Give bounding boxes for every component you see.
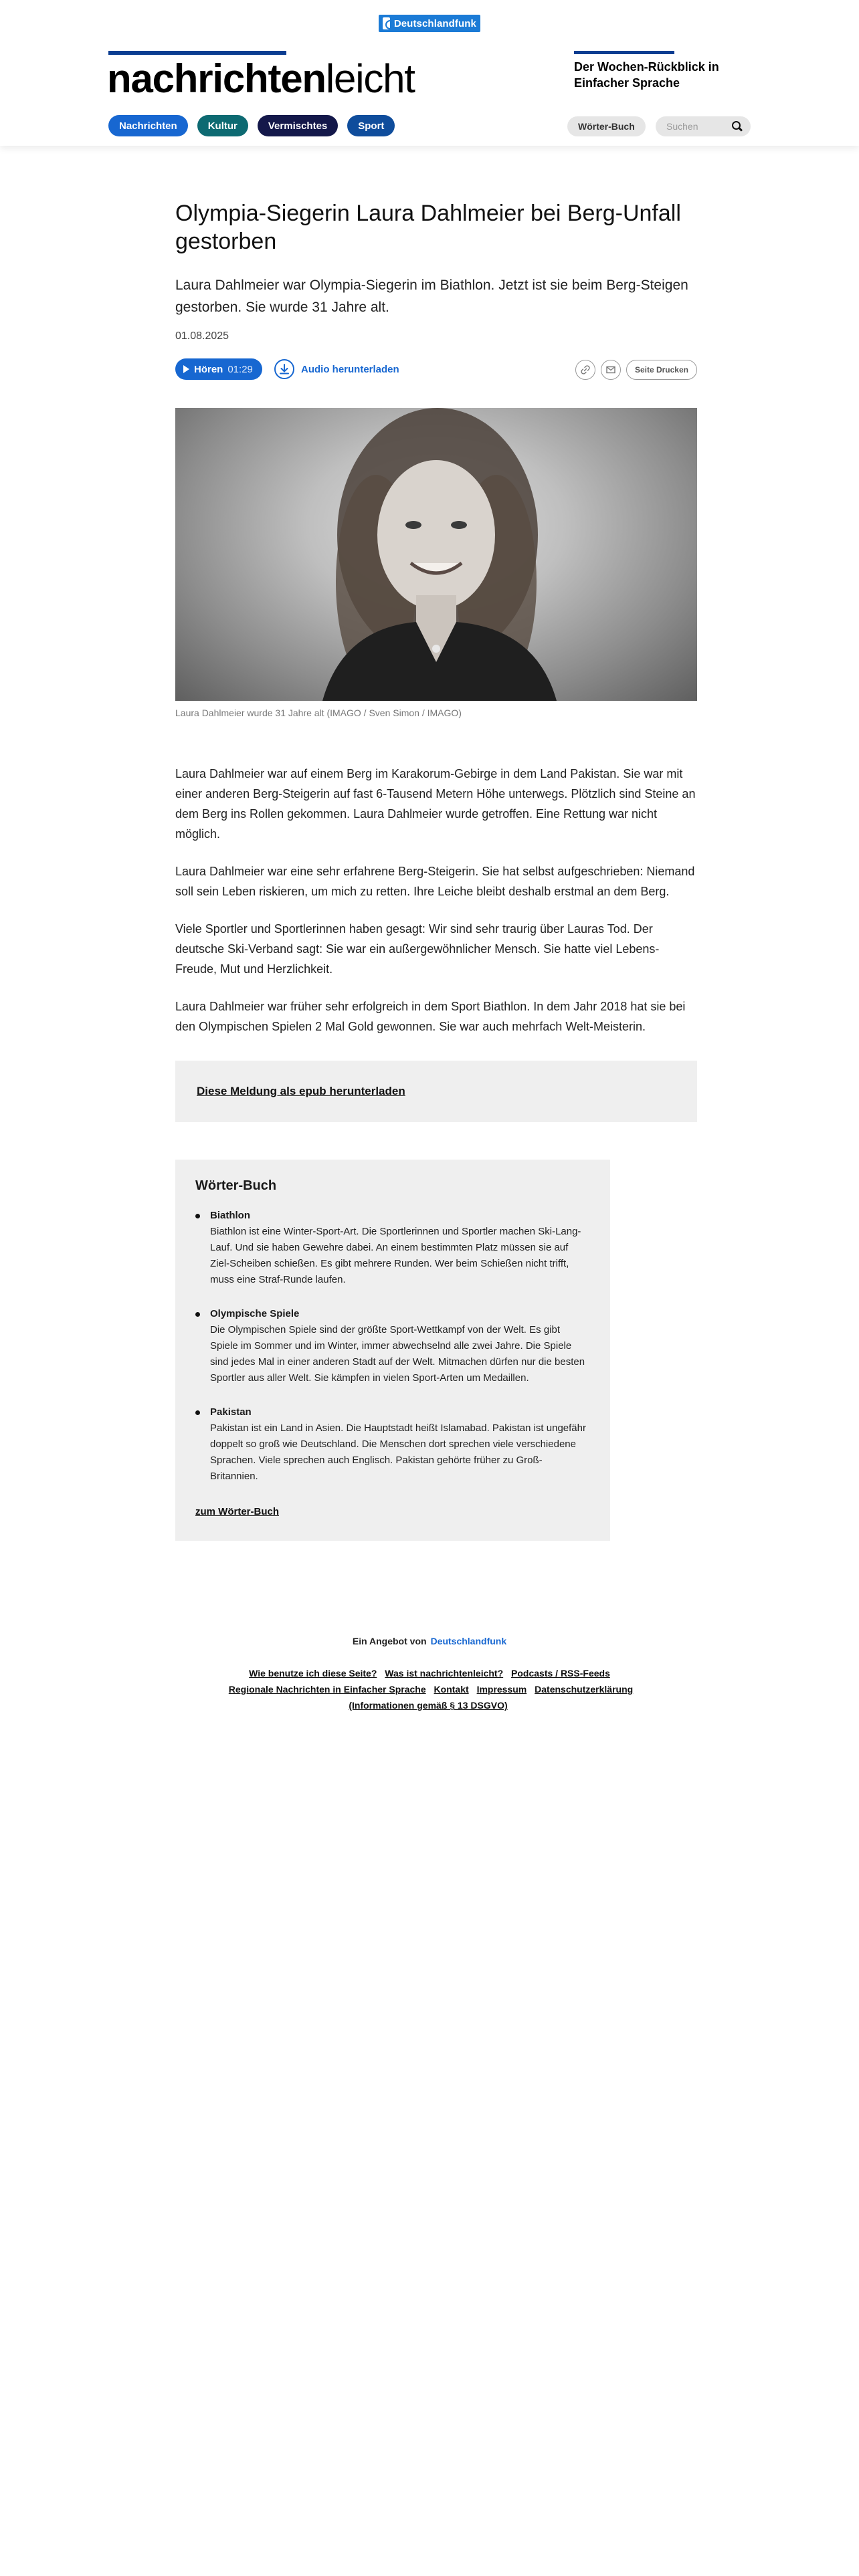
play-label: Hören xyxy=(194,363,223,375)
mail-icon[interactable] xyxy=(601,360,621,380)
footer-offer-prefix: Ein Angebot von xyxy=(352,1636,427,1646)
footer-link-privacy[interactable]: Datenschutzerklärung (Informationen gemäß § 13 DSGVO) xyxy=(349,1684,634,1711)
glossary-link[interactable]: zum Wörter-Buch xyxy=(195,1506,279,1517)
hero-caption: Laura Dahlmeier wurde 31 Jahre alt (IMAGO / Sven Simon / IMAGO) xyxy=(175,708,462,718)
hero-photo xyxy=(175,408,697,701)
epub-download-box xyxy=(175,1061,697,1122)
glossary-definition: Pakistan ist ein Land in Asien. Die Hauptstadt heißt Islamabad. Pakistan ist ungefähr doppelt so groß wie Deutschland. Die Menschen dort sprechen viele verschiedene Sprachen. Viele sprechen auch Englisch. Pakistan gehörte früher zu Groß-Britannien. xyxy=(210,1422,586,1482)
footer-link-podcasts[interactable]: Podcasts / RSS-Feeds xyxy=(511,1668,610,1679)
nav-sport[interactable]: Sport xyxy=(347,115,395,136)
footer-link-about[interactable]: Was ist nachrichtenleicht? xyxy=(385,1668,504,1679)
body-paragraph: Laura Dahlmeier war auf einem Berg im Karakorum-Gebirge in dem Land Pakistan. Sie war mit einer anderen Berg-Steigerin auf fast 6-Tausend Metern Höhe unterwegs. Plötzlich sind Steine an dem Berg ins Rollen gekommen. Laura Dahlmeier wurde getroffen. Eine Rettung war nicht möglich. xyxy=(175,767,696,841)
body-paragraph: Viele Sportler und Sportlerinnen haben gesagt: Wir sind sehr traurig über Lauras Tod. Der deutsche Ski-Verband sagt: Sie war ein außergewöhnlicher Mensch. Sie hatte viel Lebens-Freude, Mut und Herzlichkeit. xyxy=(175,922,660,976)
footer-link-contact[interactable]: Kontakt xyxy=(434,1684,469,1695)
download-icon xyxy=(274,359,294,379)
epub-download-link[interactable]: Diese Meldung als epub herunterladen xyxy=(197,1085,405,1097)
download-audio-link[interactable] xyxy=(274,358,399,380)
glossary-title: Wörter-Buch xyxy=(195,1178,277,1193)
portrait-illustration xyxy=(175,408,697,701)
glossary-term: Pakistan xyxy=(210,1406,252,1418)
audio-toolbar xyxy=(175,358,697,381)
site-footer xyxy=(0,1636,859,1713)
nav-nachrichten[interactable]: Nachrichten xyxy=(108,115,188,136)
footer-brand-link[interactable]: Deutschlandfunk xyxy=(430,1636,507,1646)
woerterbuch-button[interactable]: Wörter-Buch xyxy=(567,116,646,136)
deutschlandfunk-badge-label: Deutschlandfunk xyxy=(393,17,476,29)
article-body xyxy=(175,764,697,1037)
weekly-review-link[interactable]: Der Wochen-Rückblick in Einfacher Sprache xyxy=(574,60,719,90)
play-audio-button[interactable] xyxy=(175,358,262,380)
audio-duration: 01:29 xyxy=(227,363,253,375)
article-date: 01.08.2025 xyxy=(175,330,229,342)
glossary-term: Olympische Spiele xyxy=(210,1308,300,1319)
glossary-term: Biathlon xyxy=(210,1210,250,1221)
deutschlandfunk-badge-link[interactable] xyxy=(379,15,480,32)
site-logo-link[interactable] xyxy=(107,58,415,100)
site-header xyxy=(0,0,859,146)
brand-name-light: leicht xyxy=(325,56,415,101)
share-tools xyxy=(575,360,697,380)
glossary-definition: Die Olympischen Spiele sind der größte Sport-Wettkampf von der Welt. Es gibt Spiele im Sommer und im Winter, immer abwechselnd alle zwei Jahre. Die Spiele sind jedes Mal in einer anderen Stadt auf der Welt. Mitmachen dürfen nur die besten Sportler aus aller Welt. Sie kämpfen in vielen Sport-Arten um Medaillen. xyxy=(210,1324,585,1384)
glossary-item xyxy=(195,1308,590,1386)
search-box xyxy=(656,116,751,136)
brand-accent-bar xyxy=(108,51,286,55)
article xyxy=(175,199,697,1541)
nav-vermischtes[interactable]: Vermischtes xyxy=(258,115,338,136)
glossary-box xyxy=(175,1160,610,1541)
footer-links xyxy=(222,1665,637,1713)
copy-link-icon[interactable] xyxy=(575,360,595,380)
download-audio-label: Audio herunterladen xyxy=(301,363,399,375)
search-icon[interactable] xyxy=(732,121,743,132)
print-page-button[interactable]: Seite Drucken xyxy=(626,360,697,380)
hero-figure xyxy=(175,408,697,718)
footer-link-regional[interactable]: Regionale Nachrichten in Einfacher Sprache xyxy=(228,1684,426,1695)
glossary-item xyxy=(195,1210,590,1288)
brand-name-strong: nachrichten xyxy=(107,56,326,101)
tagline-accent-bar xyxy=(574,51,674,54)
footer-link-usage[interactable]: Wie benutze ich diese Seite? xyxy=(249,1668,377,1679)
article-teaser: Laura Dahlmeier war Olympia-Siegerin im Biathlon. Jetzt ist sie beim Berg-Steigen gestorben. Sie wurde 31 Jahre alt. xyxy=(175,278,688,315)
body-paragraph: Laura Dahlmeier war früher sehr erfolgreich in dem Sport Biathlon. In dem Jahr 2018 hat sie bei den Olympischen Spielen 2 Mal Gold gewonnen. Sie war auch mehrfach Welt-Meisterin. xyxy=(175,1000,686,1033)
footer-offer xyxy=(0,1636,859,1646)
glossary-definition: Biathlon ist eine Winter-Sport-Art. Die Sportlerinnen und Sportler machen Ski-Lang-Lauf. Und sie haben Gewehre dabei. An einem bestimmten Platz müssen sie auf Ziel-Scheiben schießen. Es gibt mehrere Runden. Wer beim Schießen nicht trifft, muss eine Straf-Runde laufen. xyxy=(210,1226,581,1285)
glossary-item xyxy=(195,1406,590,1485)
play-icon xyxy=(183,365,189,373)
deutschlandfunk-logo-icon xyxy=(383,17,390,29)
main-nav xyxy=(108,115,395,136)
search-input[interactable] xyxy=(666,121,731,132)
footer-link-imprint[interactable]: Impressum xyxy=(476,1684,527,1695)
body-paragraph: Laura Dahlmeier war eine sehr erfahrene Berg-Steigerin. Sie hat selbst aufgeschrieben: Niemand soll sein Leben riskieren, um mich zu retten. Ihre Leiche bleibt deshalb erstmal an dem Berg. xyxy=(175,865,695,898)
nav-kultur[interactable]: Kultur xyxy=(197,115,248,136)
article-headline: Olympia-Siegerin Laura Dahlmeier bei Berg-Unfall gestorben xyxy=(175,201,681,254)
